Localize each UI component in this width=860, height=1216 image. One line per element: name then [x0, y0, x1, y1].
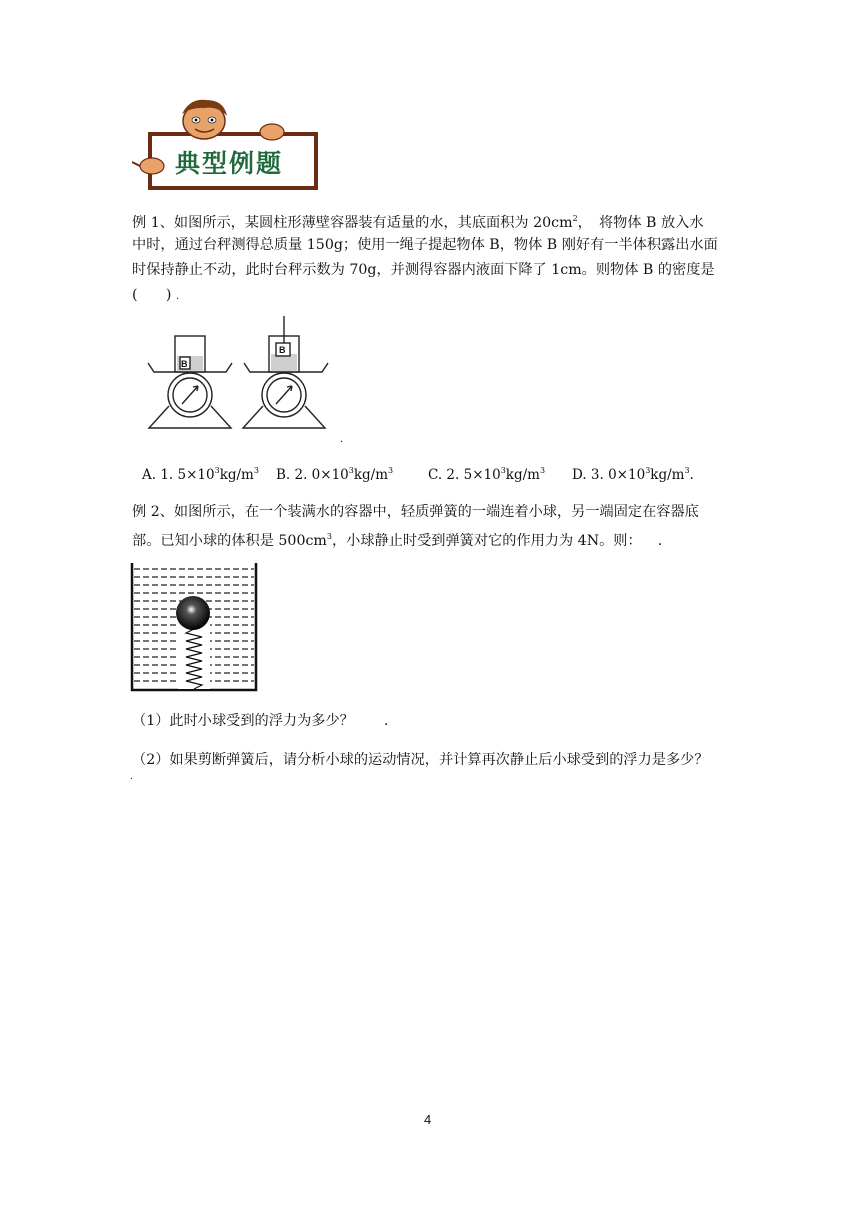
example2-line-1: 例 2、如图所示，在一个装满水的容器中，轻质弹簧的一端连着小球，另一端固定在容器底: [132, 504, 699, 520]
box-b-label-right: B: [279, 345, 286, 355]
box-b-label-left: B: [181, 359, 188, 369]
example1-line-4: ( ) .: [132, 287, 180, 303]
spring-ball-figure: [130, 563, 258, 693]
question-1: （1）此时小球受到的浮力为多少？ .: [132, 713, 389, 729]
option-a: A. 1. $5\times 10^3kg/m^3$: [142, 466, 259, 483]
example1-line-2: 中时，通过台秤测得总质量 150g；使用一绳子提起物体 B，物体 B 刚好有一半体积露出水面: [132, 237, 718, 253]
example1-line-1: 例 1、如图所示，某圆柱形薄壁容器装有适量的水，其底面积为 $20cm^2$， 将物体 B 放入水: [132, 214, 704, 231]
example2-line-2: 部。已知小球的体积是 $500cm^3$，小球静止时受到弹簧对它的作用力为 4N。则： .: [132, 532, 663, 549]
example1-line-3: 时保持静止不动，此时台秤示数为 70g，并测得容器内液面下降了 1cm。则物体 B 的密度是: [132, 262, 715, 278]
badge-title: 典型例题: [175, 149, 284, 178]
question-2: （2）如果剪断弹簧后，请分析小球的运动情况，并计算再次静止后小球受到的浮力是多少？: [132, 752, 709, 768]
scales-figure: [144, 316, 334, 434]
page-number: 4: [424, 1112, 432, 1127]
option-d: D. 3. $0\times 10^3kg/m^3$.: [572, 466, 694, 483]
option-c: C. 2. $5\times 10^3kg/m^3$: [428, 466, 546, 483]
option-b: B. 2. $0\times 10^3kg/m^3$: [276, 466, 394, 483]
